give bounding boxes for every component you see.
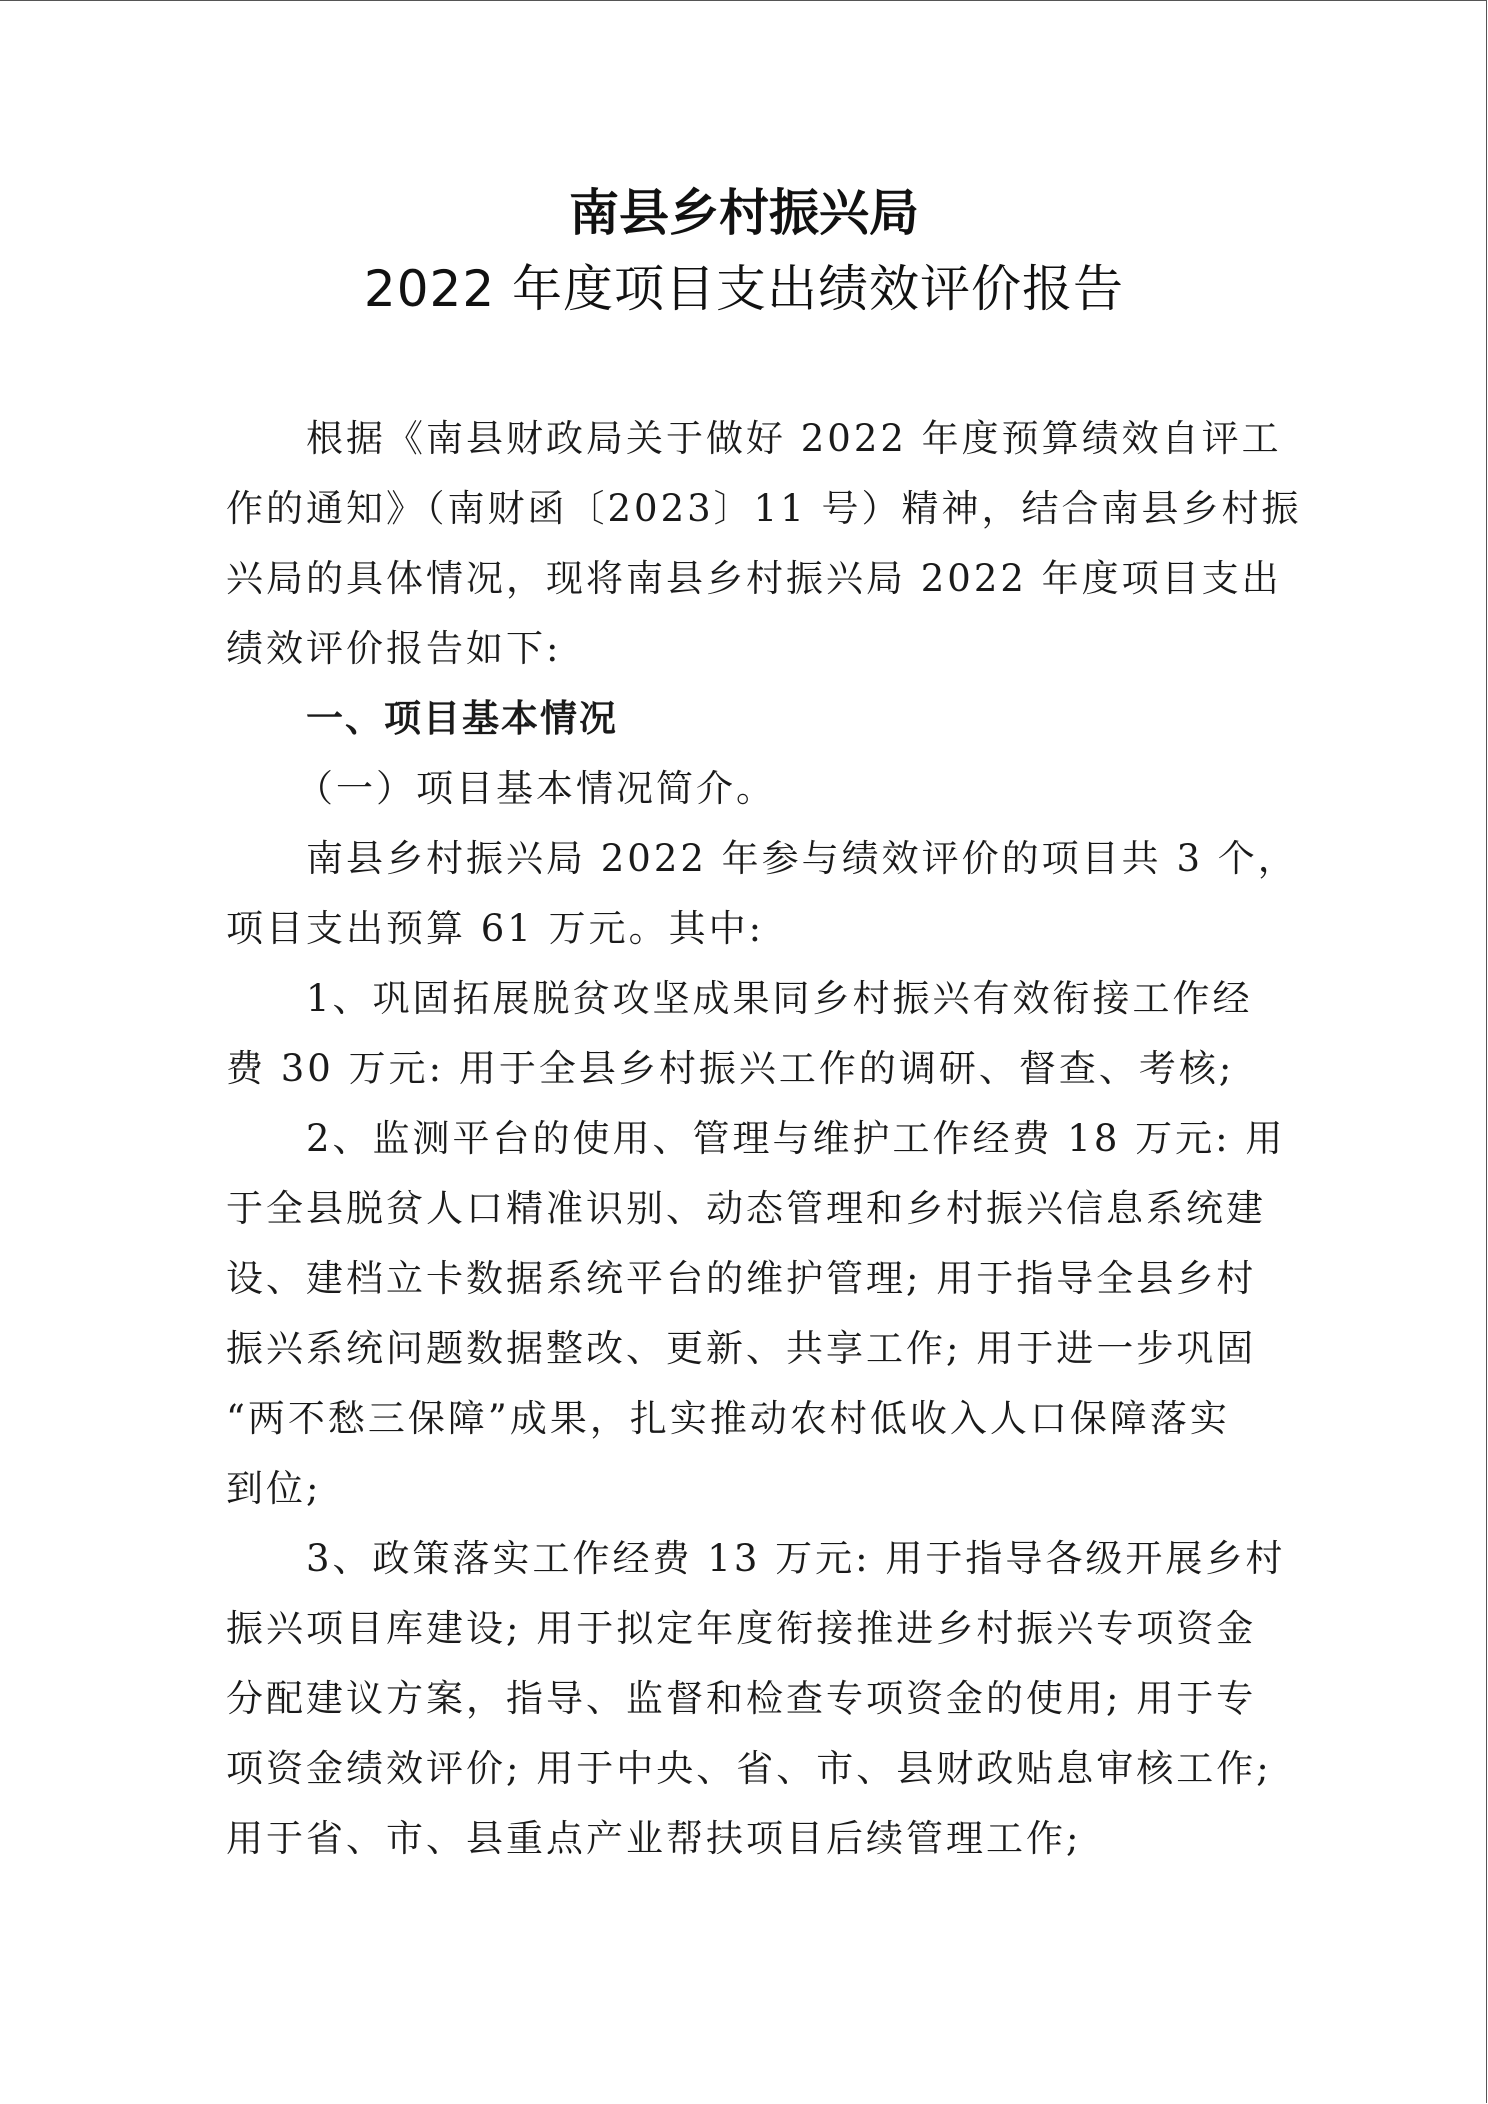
list-item-line: 3、政策落实工作经费 13 万元: 用于指导各级开展乡村 xyxy=(306,1537,1286,1580)
list-item-line: 到位; xyxy=(226,1467,322,1510)
list-item-line: 分配建议方案，指导、监督和检查专项资金的使用; 用于专 xyxy=(226,1677,1257,1720)
list-item-line: 设、建档立卡数据系统平台的维护管理; 用于指导全县乡村 xyxy=(226,1257,1257,1300)
list-item-line: 1、巩固拓展脱贫攻坚成果同乡村振兴有效衔接工作经 xyxy=(306,977,1253,1020)
list-item-line: 2、监测平台的使用、管理与维护工作经费 18 万元: 用 xyxy=(306,1117,1286,1160)
paragraph-line: 绩效评价报告如下: xyxy=(226,627,562,670)
list-item-line: 费 30 万元: 用于全县乡村振兴工作的调研、督查、考核; xyxy=(226,1047,1235,1090)
paragraph-line: 根据《南县财政局关于做好 2022 年度预算绩效自评工 xyxy=(306,417,1282,460)
subsection-heading: （一）项目基本情况简介。 xyxy=(296,767,776,810)
list-item-line: 用于省、市、县重点产业帮扶项目后续管理工作; xyxy=(226,1817,1082,1860)
document-subtitle: 2022 年度项目支出绩效评价报告 xyxy=(363,260,1125,318)
list-item-line: 于全县脱贫人口精准识别、动态管理和乡村振兴信息系统建 xyxy=(226,1187,1266,1230)
paragraph-line: 作的通知》（南财函〔2023〕11 号）精神，结合南县乡村振 xyxy=(226,487,1302,530)
paragraph-line: 项目支出预算 61 万元。其中: xyxy=(226,907,765,950)
list-item-line: 振兴项目库建设; 用于拟定年度衔接推进乡村振兴专项资金 xyxy=(226,1607,1257,1650)
paragraph-line: 兴局的具体情况，现将南县乡村振兴局 2022 年度项目支出 xyxy=(226,557,1282,600)
list-item-line: 项资金绩效评价; 用于中央、省、市、县财政贴息审核工作; xyxy=(226,1747,1272,1790)
paragraph-line: 南县乡村振兴局 2022 年参与绩效评价的项目共 3 个， xyxy=(306,837,1298,880)
document-title: 南县乡村振兴局 xyxy=(569,184,919,242)
section-heading: 一、项目基本情况 xyxy=(306,697,618,740)
list-item-line: 振兴系统问题数据整改、更新、共享工作; 用于进一步巩固 xyxy=(226,1327,1257,1370)
list-item-line: “两不愁三保障”成果，扎实推动农村低收入人口保障落实 xyxy=(226,1397,1230,1440)
